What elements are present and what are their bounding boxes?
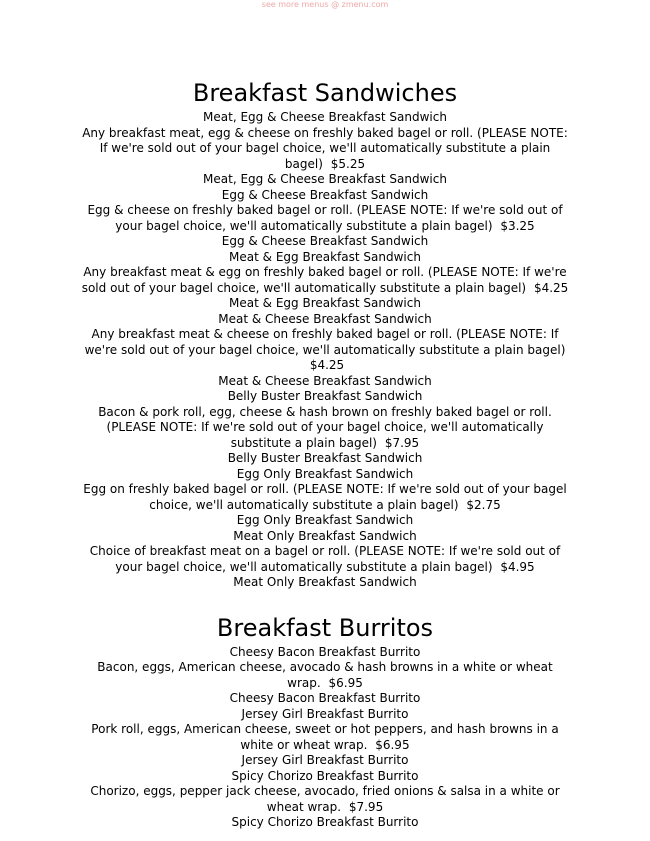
item-price: $3.25 [500,218,535,233]
item-description-text: Bacon & pork roll, egg, cheese & hash brown on freshly baked bagel or roll. (PLEASE NOTE: If we're sold out of your bagel choice, we'll automatically substitute a plain bagel) [98,404,552,450]
item-description-text: Bacon, eggs, American cheese, avocado & hash browns in a white or wheat wrap. [97,660,553,690]
item-description-text: Choice of breakfast meat on a bagel or roll. (PLEASE NOTE: If we're sold out of your bagel choice, we'll automatically substitute a plain bagel) [89,544,561,574]
item-description-text: Any breakfast meat & egg on freshly baked bagel or roll. (PLEASE NOTE: If we're sold out of your bagel choice, we'll automatically substitute a plain bagel) [81,265,567,295]
item-name: Meat & Egg Breakfast Sandwich [229,249,421,264]
item-name-repeat: Belly Buster Breakfast Sandwich [227,451,423,465]
item-description [80,126,570,173]
item-description [80,544,570,575]
item-name-repeat: Cheesy Bacon Breakfast Burrito [229,691,421,705]
item-description-text: Any breakfast meat & cheese on freshly baked bagel or roll. (PLEASE NOTE: If we're sold out of your bagel choice, we'll automatically substitute a plain bagel) [84,327,566,357]
menu-item [80,645,570,707]
item-price: $6.95 [375,737,410,752]
item-name: Belly Buster Breakfast Sandwich [227,389,423,403]
item-description [80,265,570,296]
item-description-text: Chorizo, eggs, pepper jack cheese, avocado, fried onions & salsa in a white or wheat wrap. [90,784,560,814]
item-description [80,203,570,234]
item-description-text: Pork roll, eggs, American cheese, sweet or hot peppers, and hash browns in a white or wheat wrap. [91,722,559,752]
menu-item [80,389,570,467]
item-name: Cheesy Bacon Breakfast Burrito [229,644,421,659]
section-breakfast-burritos [80,613,570,831]
menu-item [80,110,570,188]
item-name-repeat: Egg Only Breakfast Sandwich [236,513,414,527]
menu-item-list [80,110,570,591]
item-price: $4.25 [533,280,569,295]
item-price: $2.75 [466,497,501,512]
item-price: $7.95 [384,435,420,450]
item-description [80,660,570,691]
item-description [80,784,570,815]
menu-item [80,312,570,390]
item-price: $6.95 [328,675,363,690]
item-description [80,482,570,513]
item-name: Spicy Chorizo Breakfast Burrito [231,768,419,783]
item-description [80,327,570,374]
menu-item [80,250,570,312]
item-name: Egg Only Breakfast Sandwich [236,466,414,481]
menu-item [80,769,570,831]
menu-item [80,707,570,769]
item-name-repeat: Meat, Egg & Cheese Breakfast Sandwich [203,172,447,186]
item-price: $4.25 [309,358,345,372]
item-description-text: Egg & cheese on freshly baked bagel or roll. (PLEASE NOTE: If we're sold out of your bagel choice, we'll automatically substitute a plain bagel) [87,203,563,233]
item-description-text: Egg on freshly baked bagel or roll. (PLEASE NOTE: If we're sold out of your bagel choice, we'll automatically substitute a plain bagel) [83,482,567,512]
section-breakfast-sandwiches [80,78,570,591]
menu-item [80,467,570,529]
item-name-repeat: Meat & Cheese Breakfast Sandwich [218,373,432,388]
item-description [80,405,570,452]
item-name-repeat: Spicy Chorizo Breakfast Burrito [231,815,419,829]
item-name-repeat: Meat Only Breakfast Sandwich [233,575,417,589]
item-name-repeat: Jersey Girl Breakfast Burrito [241,753,409,767]
item-name-repeat: Meat & Egg Breakfast Sandwich [229,296,421,310]
section-title: Breakfast Burritos [216,613,434,642]
item-name: Meat, Egg & Cheese Breakfast Sandwich [203,110,447,124]
item-price: $5.25 [330,156,366,171]
item-price: $7.95 [348,799,384,814]
section-title: Breakfast Sandwiches [192,79,458,107]
item-name-repeat: Egg & Cheese Breakfast Sandwich [221,234,429,248]
menu-item [80,529,570,591]
menu-item-list [80,645,570,831]
item-name: Jersey Girl Breakfast Burrito [241,706,409,721]
item-price: $4.95 [500,559,535,574]
watermark: see more menus @ zmenu.com [261,0,389,9]
item-description-text: Any breakfast meat, egg & cheese on freshly baked bagel or roll. (PLEASE NOTE: If we're sold out of your bagel choice, we'll automatically substitute a plain bagel) [82,125,568,171]
item-name: Egg & Cheese Breakfast Sandwich [221,187,429,202]
item-description [80,722,570,753]
item-name: Meat & Cheese Breakfast Sandwich [218,311,432,326]
menu-page [80,78,570,831]
menu-item [80,188,570,250]
item-name: Meat Only Breakfast Sandwich [233,528,417,543]
